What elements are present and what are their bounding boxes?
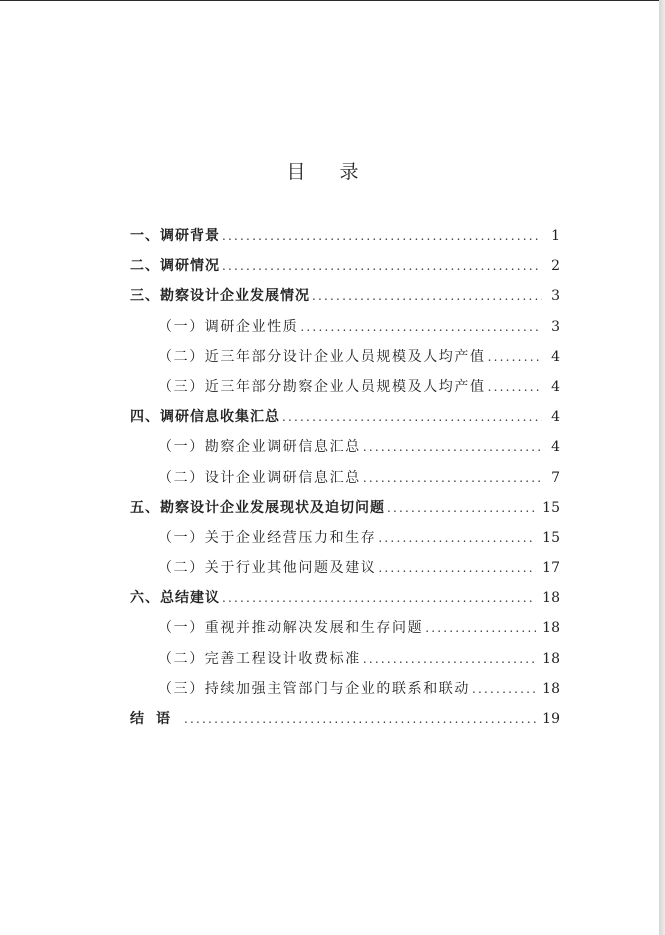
toc-entry-info-summary[interactable]	[130, 406, 560, 436]
toc-entry-label: 一、调研背景	[130, 228, 220, 244]
toc-page-number: 4	[551, 348, 560, 365]
toc-entry-fee-standards[interactable]	[130, 648, 560, 678]
toc-entry-conclusion[interactable]	[130, 708, 560, 738]
toc-entry-label: （三）近三年部分勘察企业人员规模及人均产值	[158, 378, 486, 395]
dot-leader	[378, 531, 536, 545]
dot-leader	[387, 501, 536, 515]
toc-entry-research-situation[interactable]	[130, 255, 560, 285]
toc-entry-survey-staff-output[interactable]	[130, 376, 560, 406]
dot-leader	[312, 289, 542, 303]
toc-page-number: 18	[542, 680, 560, 697]
toc-page-number: 4	[551, 439, 560, 456]
toc-page-number: 4	[551, 378, 560, 395]
toc-entry-department-linkage[interactable]	[130, 678, 560, 708]
toc-page-number: 19	[542, 711, 560, 727]
dot-leader	[184, 712, 536, 726]
toc-page-number: 3	[551, 288, 560, 305]
toc-entry-survival-issues[interactable]	[130, 617, 560, 647]
dot-leader	[488, 380, 542, 394]
dot-leader	[425, 621, 536, 635]
toc-page-number: 7	[551, 469, 560, 486]
toc-entry-label: （一）勘察企业调研信息汇总	[158, 439, 361, 456]
dot-leader	[222, 591, 536, 605]
toc-entry-label: （二）设计企业调研信息汇总	[158, 469, 361, 486]
toc-entry-enterprise-nature[interactable]	[130, 316, 560, 346]
toc-page-number: 18	[542, 650, 560, 667]
toc-entry-label: 三、勘察设计企业发展情况	[130, 288, 310, 305]
toc-entry-operating-pressure[interactable]	[130, 527, 560, 557]
toc-entry-label: （二）关于行业其他问题及建议	[158, 560, 377, 577]
toc-entry-label: 五、勘察设计企业发展现状及迫切问题	[130, 499, 385, 516]
toc-title: 目 录	[286, 161, 373, 183]
dot-leader	[472, 682, 536, 696]
dot-leader	[300, 320, 542, 334]
dot-leader	[378, 561, 536, 575]
toc-page-number: 18	[542, 590, 560, 607]
dot-leader	[363, 471, 542, 485]
toc-entry-label: 六、总结建议	[130, 590, 220, 607]
dot-leader	[282, 410, 542, 424]
toc-entry-enterprise-development[interactable]	[130, 285, 560, 315]
toc-entry-design-info-summary[interactable]	[130, 467, 560, 497]
toc-entry-other-issues[interactable]	[130, 557, 560, 587]
toc-entry-label: 结语	[130, 711, 182, 727]
toc-entry-status-and-issues[interactable]	[130, 497, 560, 527]
toc-entry-label: （一）重视并推动解决发展和生存问题	[158, 620, 424, 637]
toc-entry-label: （一）调研企业性质	[158, 318, 299, 335]
toc-entry-design-staff-output[interactable]	[130, 346, 560, 376]
dot-leader	[222, 259, 542, 273]
toc-entry-label: （二）近三年部分设计企业人员规模及人均产值	[158, 348, 486, 365]
toc-page-number: 4	[551, 409, 560, 426]
dot-leader	[222, 229, 542, 243]
toc-page-number: 17	[542, 560, 560, 577]
toc-page-number: 1	[551, 228, 560, 244]
toc-entry-label: （三）持续加强主管部门与企业的联系和联动	[158, 680, 470, 697]
table-of-contents	[130, 225, 560, 738]
page-edge-shadow	[659, 0, 665, 935]
toc-entry-research-background[interactable]	[130, 225, 560, 255]
toc-entry-survey-info-summary[interactable]	[130, 436, 560, 466]
toc-entry-recommendations[interactable]	[130, 587, 560, 617]
dot-leader	[488, 350, 542, 364]
toc-entry-label: 四、调研信息收集汇总	[130, 409, 280, 426]
toc-page-number: 18	[542, 620, 560, 637]
toc-entry-label: （一）关于企业经营压力和生存	[158, 529, 377, 546]
toc-page-number: 2	[551, 258, 560, 275]
dot-leader	[363, 652, 536, 666]
toc-entry-label: 二、调研情况	[130, 258, 220, 275]
toc-page-number: 15	[542, 529, 560, 546]
toc-entry-label: （二）完善工程设计收费标准	[158, 650, 361, 667]
toc-page-number: 15	[542, 499, 560, 516]
dot-leader	[363, 440, 542, 454]
toc-page-number: 3	[551, 318, 560, 335]
